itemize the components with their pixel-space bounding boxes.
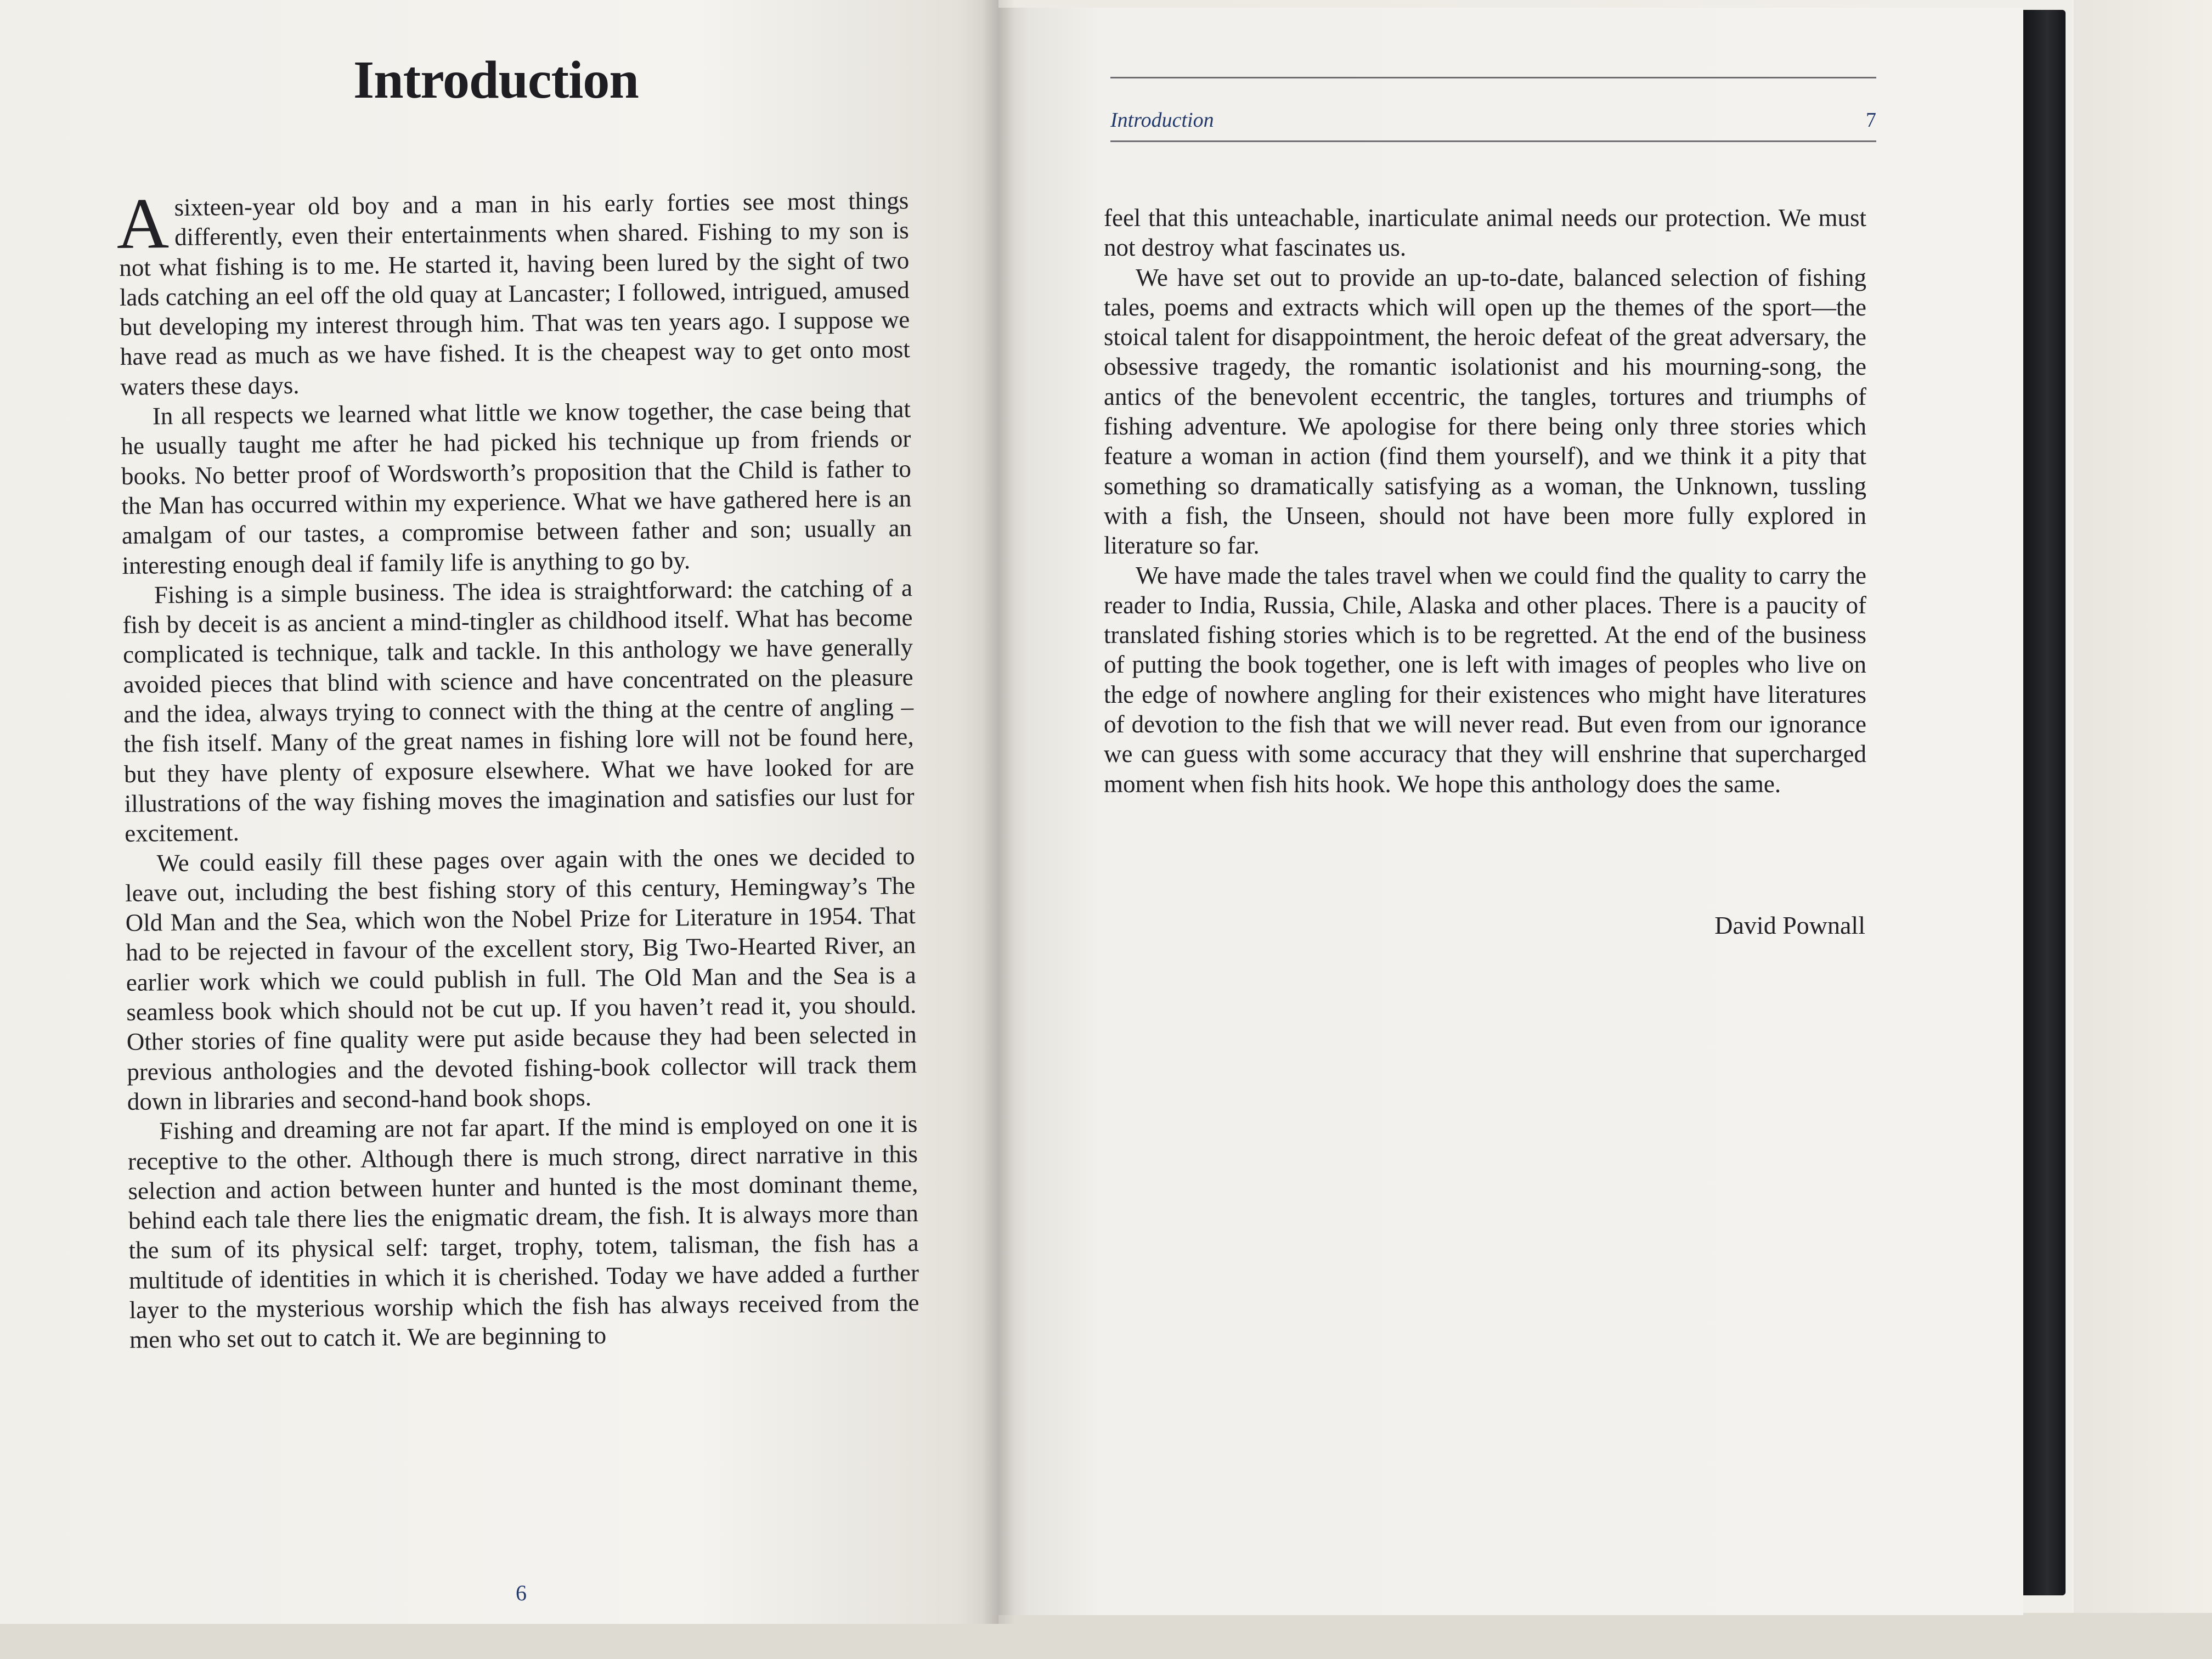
chapter-title: Introduction [353,50,639,110]
header-rule-bottom [1110,140,1876,142]
paragraph: In all respects we learned what little we know together, the case being that he usually taught me after he had picked his technique up from friends or books. No better proof of Wordsworth’s proposition that the Child is father to the Man has occurred within my experience. What we have gathered here is an amalgam of our tastes, a compromise between father and son; usually an interesting enough deal if family life is anything to go by. [121,395,912,579]
paragraph: We have made the tales travel when we could find the quality to carry the reader to India, Russia, Chile, Alaska and other places. There is a paucity of translated fishing stories which is to be regretted. At the end of the business of putting the book together, one is left with images of peoples who live on the edge of nowhere angling for their existences who might have literatures of devotion to the fish that we will never read. But even from our ignorance we can guess with some accuracy that they will enshrine that supercharged moment when fish hits hook. We hope this anthology does the same. [1104,561,1866,798]
paragraph: Fishing is a simple business. The idea is straightforward: the catching of a fish by deceit is as ancient a mind-tingler as childhood itself. What has become complicated is technique, talk and tackle. In this anthology we have generally avoided pieces that blind with science and have concentrated on the pleasure and the idea, always trying to connect with the thing at the centre of angling – the fish itself. Many of the great names in fishing lore will not be found here, but they have plenty of exposure elsewhere. What we have looked for are illustrations of the way fishing moves the imagination and satisfies our lust for excitement. [122,574,915,848]
left-page-body [116,183,919,1355]
page-number: 6 [516,1581,527,1605]
running-header [1110,100,1876,140]
left-page [0,0,998,1624]
paragraph: Fishing and dreaming are not far apart. If the mind is employed on one it is receptive to the other. Although there is much strong, direct narrative in this selection and action between hunter and hunted is the most dominant theme, behind each tale there lies the enigmatic dream, the fish. It is always more than the sum of its physical self: target, trophy, totem, talisman, the fish has a multitude of identities in which it is cherished. Today we have added a further layer to the mysterious worship which the fish has always received from the men who set out to catch it. We are beginning to [127,1110,919,1354]
paragraph: We could easily fill these pages over again with the ones we decided to leave out, including the best fishing story of this century, Hemingway’s The Old Man and the Sea, which won the Nobel Prize for Literature in 1954. That had to be rejected in favour of the excellent story, Big Two-Hearted River, an earlier work which we could publish in full. The Old Man and the Sea is a seamless book which should not be cut up. If you haven’t read it, you should. Other stories of fine quality were put aside because they had been selected in previous anthologies and the devoted fishing-book collector will track them down in libraries and second-hand book shops. [125,842,917,1115]
paragraph [116,183,911,402]
right-page-body [1104,203,1866,799]
page-number: 7 [1866,109,1876,132]
author-signature: David Pownall [1714,911,1865,939]
running-head-title: Introduction [1110,109,1214,132]
drop-cap: A [116,183,170,264]
header-rule-top [1110,77,1876,78]
table-surface [2074,0,2212,1659]
paragraph: We have set out to provide an up-to-date, balanced selection of fishing tales, poems and extracts which will open up the themes of the sport—the stoical talent for disappointment, the heroic defeat of the great adversary, the obsessive tragedy, the romantic isolationist and his mourning-song, the antics of the benevolent eccentric, the tangles, tortures and triumphs of fishing adventure. We apologise for there being only three stories which feature a woman in action (find them yourself), and we think it a pity that something so dramatically satisfying as a woman, the Unknown, tussling with a fish, the Unseen, should not have been more fully explored in literature so far. [1104,263,1866,560]
paragraph: feel that this unteachable, inarticulate animal needs our protection. We must not destroy what fascinates us. [1104,204,1866,262]
book-cover-edge [2021,10,2066,1595]
paragraph-text: sixteen-year old boy and a man in his early forties see most things differently, even their entertainments when shared. Fishing to my son is not what fishing is to me. He started it, having been lured by the sight of two lads catching an eel off the old quay at Lancaster; I followed, intrigued, amused but developing my interest through him. That was ten years ago. I suppose we have read as much as we have fished. It is the cheapest way to get onto most waters these days. [119,187,911,400]
book-gutter [982,0,1015,1624]
